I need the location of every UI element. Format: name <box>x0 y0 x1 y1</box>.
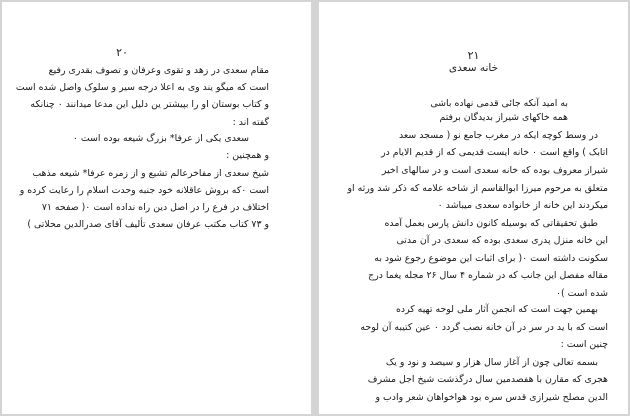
text-line: سکونت داشته است ۰( برای اثبات این موضوع رجوع شود به <box>374 253 608 264</box>
text-line: الدین مصلح شیرازی قدس سره بود هواخواهان شعر وادب و <box>375 392 608 403</box>
text-line: گفته اند : <box>232 117 269 128</box>
text-line: است که میگو یند وی به اعلا درجه سیر و سلوک واصل شده است <box>15 82 269 93</box>
text-line: مقام سعدی در زهد و تقوی وعرفان و تصوف بقدری رفیع <box>48 65 269 76</box>
text-line: هجری که مقارن با هفصدمین سال درگذشت شیخ اجل مشرف <box>367 374 608 385</box>
right-page <box>319 2 628 414</box>
text-line: به امید آنکه جائی قدمی نهاده باشی <box>430 98 568 109</box>
page-title: خانه سعدی <box>448 62 499 74</box>
text-line: طبق تحقیقاتی که بوسیله کانون دانش پارس بعمل آمده <box>384 218 598 229</box>
text-line: است ۰که بروش عاقلانه خود جنبه وحدت اسلام را رعایت کرده و <box>19 185 269 196</box>
text-line: و ۷۳ کتاب مکتب عرفان سعدی تألیف آقای صدرالدین محلاتی ) <box>27 219 269 230</box>
page-number: ۲۰ <box>116 46 128 59</box>
text-line: است که با ید در سر در آن خانه نصب گردد ۰ عین کتیبه آن لوحه <box>360 322 608 333</box>
text-line: اتابک ) واقع است ۰ خانه ایست قدیمی که از قدیم الایام در <box>381 147 608 158</box>
text-line: در وسط کوچه ایکه در مغرب جامع نو ( مسجد سعد <box>398 130 598 141</box>
page-number: ۲۱ <box>467 49 480 62</box>
text-line: این خانه منزل پدری سعدی بوده که سعدی در آن مدتی <box>396 235 608 246</box>
text-line: مقاله مفصل این جانب که در شماره ۴ سال ۲۶ مجله یغما درج <box>368 270 608 281</box>
text-line: اختلاف در فرع را در اصل دین راه نداده است ۰( صفحه ۷۱ <box>41 202 269 213</box>
book-gutter <box>311 0 319 416</box>
text-line: بهمین جهت است که انجمن آثار ملی لوحه تهیه کرده <box>395 304 598 315</box>
text-line: سعدی یکی از عرفا* بزرگ شیعه بوده است ۰ <box>72 133 249 144</box>
text-line: و همچنین : <box>226 150 269 161</box>
text-line: همه خاکهای شیراز بدیدگان برفتم <box>439 112 568 123</box>
text-line: و کتاب بوستان او را بپیشتر ین دلیل این مدعا میدانند ۰ چنانکه <box>30 99 269 110</box>
text-line: بسمه تعالی چون از آغاز سال هزار و سیصد و نود و یک <box>385 357 598 368</box>
text-line: شیخ سعدی از مفاخرعالم تشیع و از زمره عرفا* شیعه مذهب <box>32 168 269 179</box>
text-line: میکردند این خانه از خانواده سعدی میباشد ۰ <box>437 200 608 211</box>
text-line: شده است )۰ <box>555 288 608 299</box>
text-line: چنین است : <box>560 339 608 350</box>
text-line: متعلق به مرحوم میرزا ابوالقاسم از شاخه علامه که ذکر شد ورثه او <box>347 183 608 194</box>
left-page <box>2 2 311 414</box>
text-line: شیراز معروف بوده که خانه سعدی است و در سالهای اخیر <box>381 165 608 176</box>
